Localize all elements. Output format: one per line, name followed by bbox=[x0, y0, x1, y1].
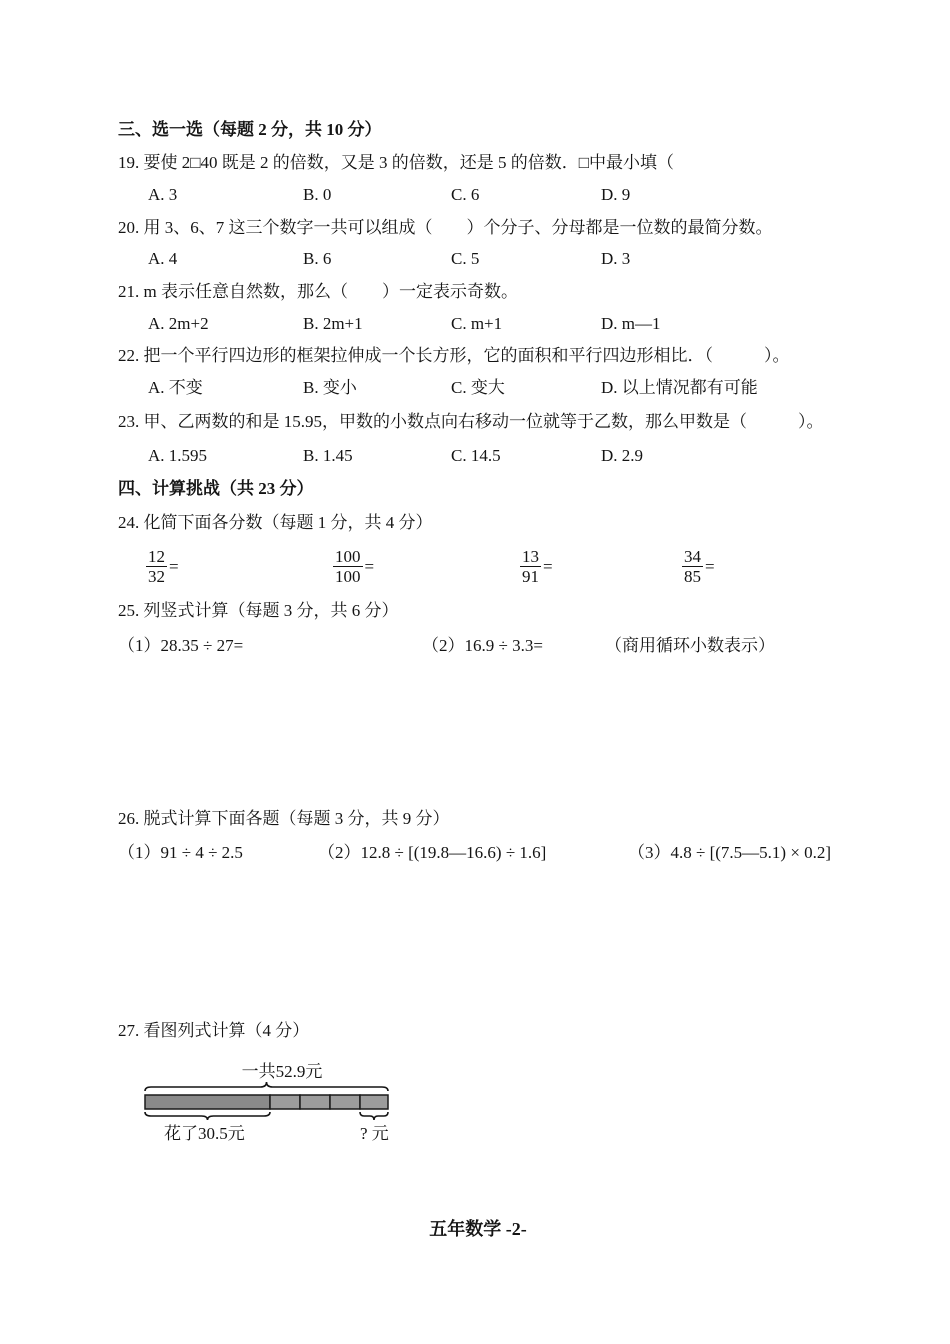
denominator: 85 bbox=[684, 567, 701, 586]
option-c: C. 14.5 bbox=[451, 446, 501, 465]
fraction-stack bbox=[146, 547, 167, 586]
bar-spent-segment bbox=[145, 1095, 270, 1109]
page-footer: 五年数学 -2- bbox=[429, 1219, 527, 1239]
question-19-stem: 19. 要使 2□40 既是 2 的倍数，又是 3 的倍数，还是 5 的倍数．□中最小填（ bbox=[118, 153, 675, 172]
bar-segment-2 bbox=[300, 1095, 330, 1109]
option-b: B. 0 bbox=[303, 185, 332, 204]
question-26-part-1: （1）91 ÷ 4 ÷ 2.5 bbox=[118, 843, 243, 862]
option-c: C. 变大 bbox=[451, 378, 505, 397]
fraction-1 bbox=[146, 547, 179, 586]
question-21-stem: 21. m 表示任意自然数，那么（ ）一定表示奇数。 bbox=[118, 282, 518, 301]
equals-sign: = bbox=[705, 556, 715, 576]
option-a: A. 2m+2 bbox=[148, 314, 209, 333]
option-d: D. 3 bbox=[601, 249, 631, 268]
question-22-stem: 22. 把一个平行四边形的框架拉伸成一个长方形，它的面积和平行四边形相比．（ ）。 bbox=[118, 346, 790, 365]
question-27-stem: 27. 看图列式计算（4 分） bbox=[118, 1021, 310, 1040]
numerator: 100 bbox=[335, 547, 361, 566]
section-calc-title: 四、计算挑战（共 23 分） bbox=[118, 479, 314, 498]
denominator: 100 bbox=[335, 567, 361, 586]
question-25-note: （商用循环小数表示） bbox=[605, 636, 775, 655]
question-26-part-2: （2）12.8 ÷ [(19.8—16.6) ÷ 1.6] bbox=[318, 843, 547, 862]
equals-sign: = bbox=[364, 556, 375, 576]
equals-sign: = bbox=[543, 556, 553, 576]
option-d: D. 9 bbox=[601, 185, 631, 204]
fraction-stack bbox=[682, 547, 703, 586]
question-25-part-2: （2）16.9 ÷ 3.3= bbox=[422, 636, 543, 655]
question-26-stem: 26. 脱式计算下面各题（每题 3 分，共 9 分） bbox=[118, 809, 450, 828]
bar-segment-1 bbox=[270, 1095, 300, 1109]
diagram-total-label: 一共52.9元 bbox=[241, 1062, 323, 1081]
question-20-options bbox=[0, 249, 950, 269]
numerator: 12 bbox=[148, 547, 165, 566]
fraction-stack bbox=[520, 547, 541, 586]
question-23-options bbox=[0, 446, 950, 466]
numerator: 34 bbox=[684, 547, 701, 566]
question-25-part-1: （1）28.35 ÷ 27= bbox=[118, 636, 244, 655]
fraction-2 bbox=[333, 547, 374, 586]
question-19-options bbox=[0, 185, 950, 205]
option-a: A. 不变 bbox=[148, 378, 203, 397]
bar-segment-4 bbox=[360, 1095, 388, 1109]
option-a: A. 1.595 bbox=[148, 446, 208, 465]
equals-sign: = bbox=[169, 556, 179, 576]
option-a: A. 3 bbox=[148, 185, 178, 204]
bar-segment-3 bbox=[330, 1095, 360, 1109]
question-25-stem: 25. 列竖式计算（每题 3 分，共 6 分） bbox=[118, 601, 399, 620]
option-b: B. 2m+1 bbox=[303, 314, 363, 333]
fraction-3 bbox=[520, 547, 553, 586]
option-c: C. 5 bbox=[451, 249, 480, 268]
option-b: B. 变小 bbox=[303, 378, 357, 397]
denominator: 91 bbox=[522, 567, 539, 586]
denominator: 32 bbox=[148, 567, 165, 586]
fraction-stack bbox=[333, 547, 363, 586]
spent-brace bbox=[145, 1112, 270, 1120]
option-b: B. 1.45 bbox=[303, 446, 353, 465]
question-20-stem: 20. 用 3、6、7 这三个数字一共可以组成（ ）个分子、分母都是一位数的最简分数。 bbox=[118, 218, 773, 237]
option-d: D. 2.9 bbox=[601, 446, 644, 465]
question-21-options bbox=[0, 314, 950, 334]
question-24-stem: 24. 化简下面各分数（每题 1 分，共 4 分） bbox=[118, 513, 433, 532]
question-26-part-3: （3）4.8 ÷ [(7.5—5.1) × 0.2] bbox=[628, 843, 832, 862]
unknown-brace bbox=[360, 1112, 388, 1120]
diagram-spent-label: 花了30.5元 bbox=[164, 1124, 245, 1143]
option-b: B. 6 bbox=[303, 249, 332, 268]
option-c: C. 6 bbox=[451, 185, 480, 204]
total-brace bbox=[145, 1082, 388, 1091]
option-d: D. 以上情况都有可能 bbox=[601, 378, 758, 397]
diagram-unknown-label: ? 元 bbox=[360, 1124, 389, 1143]
question-22-options bbox=[0, 378, 950, 398]
option-d: D. m—1 bbox=[601, 314, 661, 333]
section-choice-title: 三、选一选（每题 2 分，共 10 分） bbox=[118, 120, 382, 139]
option-c: C. m+1 bbox=[451, 314, 503, 333]
numerator: 13 bbox=[522, 547, 539, 566]
option-a: A. 4 bbox=[148, 249, 178, 268]
fraction-4 bbox=[682, 547, 715, 586]
segment-bar-diagram bbox=[140, 1060, 400, 1130]
question-23-stem: 23. 甲、乙两数的和是 15.95，甲数的小数点向右移动一位就等于乙数，那么甲数是（ ）。 bbox=[118, 412, 824, 431]
